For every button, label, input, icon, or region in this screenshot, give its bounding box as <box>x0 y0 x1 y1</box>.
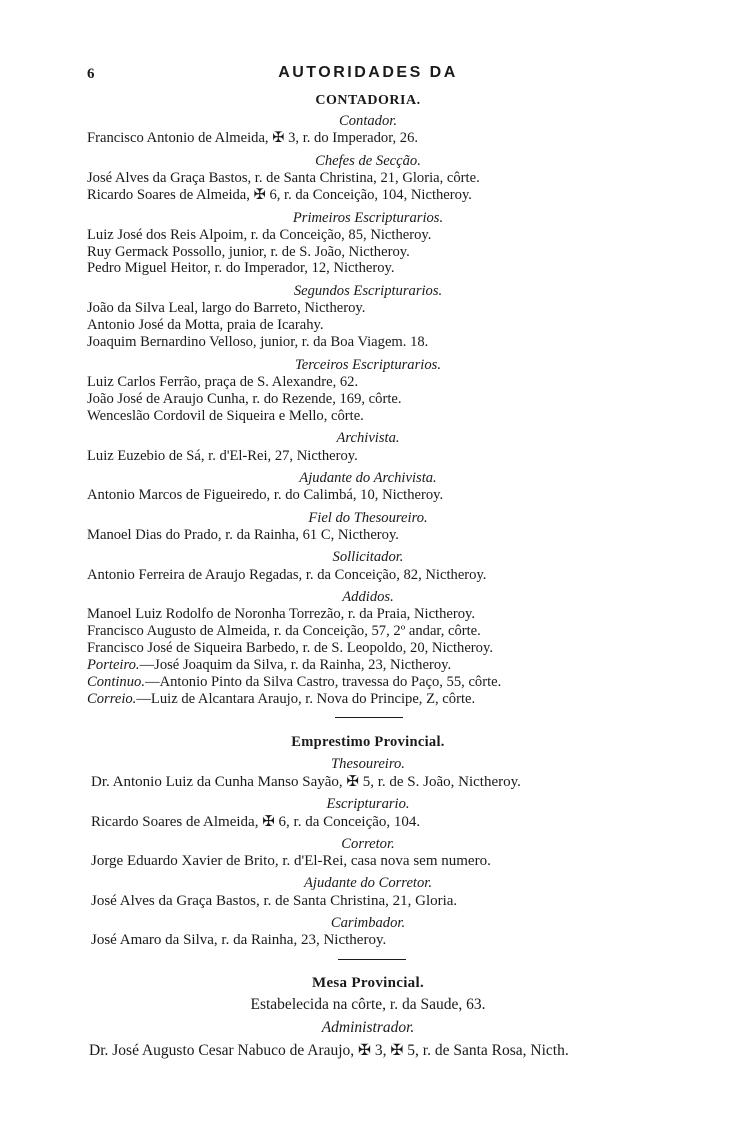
role-label-chefes: Chefes de Secção. <box>315 153 421 169</box>
entry-corretor: Jorge Eduardo Xavier de Brito, r. d'El-Rei, casa nova sem numero. <box>91 853 491 869</box>
entry-primeiro: Luiz José dos Reis Alpoim, r. da Conceição, 85, Nictheroy. <box>87 227 432 243</box>
entry-ajudante-corretor: José Alves da Graça Bastos, r. de Santa Christina, 21, Gloria. <box>91 893 458 909</box>
entry-estabelecida: Estabelecida na côrte, r. da Saude, 63. <box>250 996 486 1013</box>
entry-addido: Francisco Augusto de Almeida, r. da Conceição, 57, 2º andar, côrte. <box>87 623 481 639</box>
entry-continuo <box>87 674 736 690</box>
entry-escripturario: Ricardo Soares de Almeida, ✠ 6, r. da Conceição, 104. <box>91 814 421 830</box>
entry-segundo: João da Silva Leal, largo do Barreto, Nictheroy. <box>87 300 366 316</box>
entry-terceiro: Luiz Carlos Ferrão, praça de S. Alexandre, 62. <box>87 374 359 390</box>
role-label-contador: Contador. <box>339 113 397 129</box>
entry-fiel: Manoel Dias do Prado, r. da Rainha, 61 C, Nictheroy. <box>87 527 399 543</box>
entry-sollicitador: Antonio Ferreira de Araujo Regadas, r. da Conceição, 82, Nictheroy. <box>87 567 487 583</box>
entry-terceiro: Wenceslão Cordovil de Siqueira e Mello, côrte. <box>87 408 364 424</box>
entry-thesoureiro: Dr. Antonio Luiz da Cunha Manso Sayão, ✠ 5, r. de S. João, Nictheroy. <box>91 774 521 790</box>
role-label-primeiros: Primeiros Escripturarios. <box>292 210 444 226</box>
entry-chefe: José Alves da Graça Bastos, r. de Santa Christina, 21, Gloria, côrte. <box>87 170 480 186</box>
entry-primeiro: Pedro Miguel Heitor, r. do Imperador, 12, Nictheroy. <box>87 260 395 276</box>
entry-carimbador: José Amaro da Silva, r. da Rainha, 23, Nictheroy. <box>91 932 387 948</box>
entry-continuo-text: —Antonio Pinto da Silva Castro, travessa do Paço, 55, côrte. <box>144 674 502 690</box>
section-heading-contadoria: CONTADORIA. <box>315 93 421 108</box>
role-label-terceiros: Terceiros Escripturarios. <box>295 357 441 373</box>
entry-contador: Francisco Antonio de Almeida, ✠ 3, r. do Imperador, 26. <box>87 130 419 146</box>
role-label-addidos: Addidos. <box>342 589 394 605</box>
role-label-corretor: Corretor. <box>341 836 395 852</box>
role-label-sollicitador: Sollicitador. <box>332 549 404 565</box>
page-title: AUTORIDADES DA <box>278 64 458 81</box>
entry-porteiro-text: —José Joaquim da Silva, r. da Rainha, 23, Nictheroy. <box>139 657 452 673</box>
entry-correio-text: —Luiz de Alcantara Araujo, r. Nova do Principe, Z, côrte. <box>136 691 476 707</box>
role-label-carimbador: Carimbador. <box>330 915 406 931</box>
entry-administrador: Dr. José Augusto Cesar Nabuco de Araujo, ✠ 3, ✠ 5, r. de Santa Rosa, Nicth. <box>89 1042 569 1059</box>
section-divider <box>338 959 406 960</box>
entry-addido: Manoel Luiz Rodolfo de Noronha Torrezão, r. da Praia, Nictheroy. <box>87 606 476 622</box>
page-number: 6 <box>87 66 95 82</box>
entry-correio <box>87 691 736 707</box>
entry-addido: Francisco José de Siqueira Barbedo, r. de S. Leopoldo, 20, Nictheroy. <box>87 640 493 656</box>
entry-segundo: Joaquim Bernardino Velloso, junior, r. da Boa Viagem. 18. <box>87 334 429 350</box>
role-label-thesoureiro: Thesoureiro. <box>331 756 405 772</box>
role-label-fiel: Fiel do Thesoureiro. <box>308 510 428 526</box>
section-divider <box>335 717 403 718</box>
role-label-archivista: Archivista. <box>336 430 400 446</box>
entry-porteiro <box>87 657 736 673</box>
entry-ajudante-archivista: Antonio Marcos de Figueiredo, r. do Calimbá, 10, Nictheroy. <box>87 487 444 503</box>
section-heading-mesa: Mesa Provincial. <box>311 975 424 991</box>
role-label-escripturario: Escripturario. <box>326 796 410 812</box>
entry-chefe: Ricardo Soares de Almeida, ✠ 6, r. da Conceição, 104, Nictheroy. <box>87 187 472 203</box>
role-label-ajudante-archivista: Ajudante do Archivista. <box>299 470 437 486</box>
entry-primeiro: Ruy Germack Possollo, junior, r. de S. João, Nictheroy. <box>87 244 410 260</box>
role-label-continuo: Continuo. <box>87 674 145 690</box>
section-heading-emprestimo: Emprestimo Provincial. <box>291 734 445 750</box>
role-label-segundos: Segundos Escripturarios. <box>293 283 443 299</box>
role-label-ajudante-corretor: Ajudante do Corretor. <box>304 875 432 891</box>
role-label-correio: Correio. <box>87 691 137 707</box>
role-label-porteiro: Porteiro. <box>87 657 140 673</box>
entry-segundo: Antonio José da Motta, praia de Icarahy. <box>87 317 324 333</box>
entry-archivista: Luiz Euzebio de Sá, r. d'El-Rei, 27, Nictheroy. <box>87 448 358 464</box>
role-label-administrador: Administrador. <box>321 1019 415 1036</box>
entry-terceiro: João José de Araujo Cunha, r. do Rezende, 169, côrte. <box>87 391 402 407</box>
